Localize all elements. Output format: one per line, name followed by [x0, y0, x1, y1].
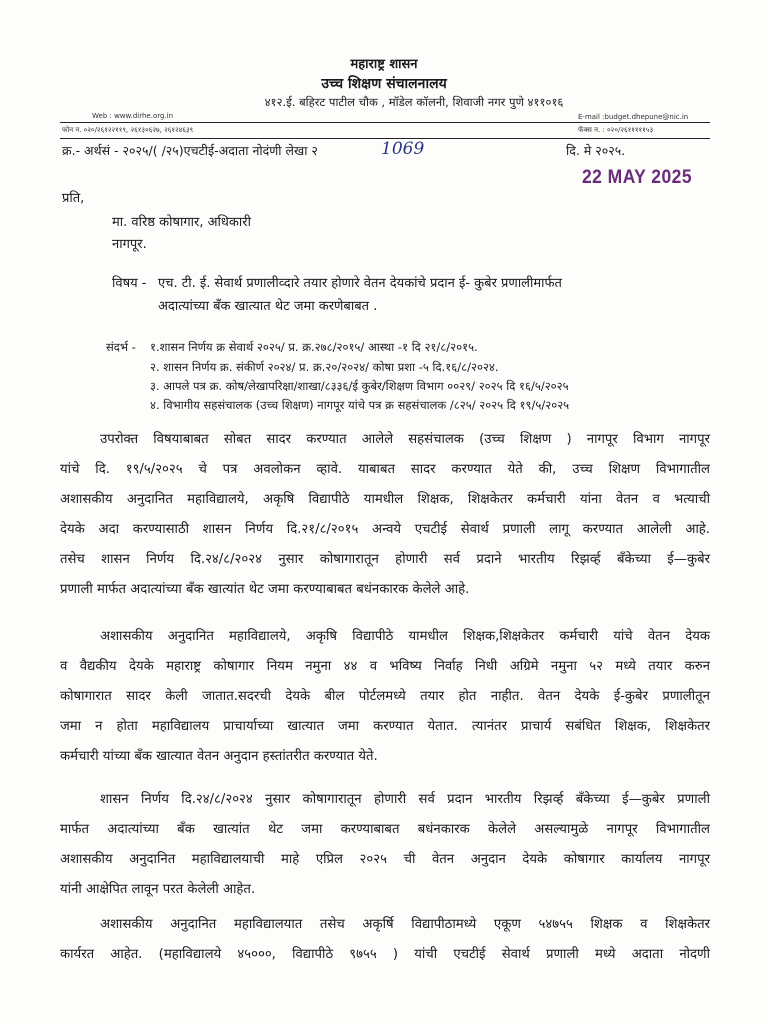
fax-number: फॅक्स न. : ०२०/२६१११११५३ [578, 126, 654, 134]
body-paragraph-1 [60, 425, 710, 605]
references-label: संदर्भ - [106, 340, 136, 354]
email-address: E-mail :budget.dhepune@nic.in [578, 113, 689, 121]
dept-title: उच्च शिक्षण संचालनालय [321, 76, 447, 92]
reference-item-3: ३. आपले पत्र क्र. कोष/लेखापरिक्षा/शाखा/८३३६/ई कुबेर/शिक्षण विभाग ००२९/ २०२५ दि १६/५/२०२५ [150, 379, 569, 393]
subject-line-2: अदात्यांच्या बँक खात्यात थेट जमा करणेबाबत . [158, 299, 378, 314]
recipient-city: नागपूर. [112, 237, 147, 252]
office-address: ४१२.ई. बहिरट पाटील चौक , मॉडेल कॉलनी, शिवाजी नगर पुणे ४११०१६ [264, 95, 564, 109]
phone-numbers: फोन न. ०२०/२६१२२११९, २६१३०६२७, २६१२४६३९ [62, 126, 194, 134]
subject-line-1: एच. टी. ई. सेवार्थ प्रणालीव्दारे तयार होणारे वेतन देयकांचे प्रदान ई- कुबेर प्रणालीमार्फत [158, 276, 562, 291]
date-stamp: 22 MAY 2025 [582, 167, 693, 188]
paragraph-line: देयके अदा करण्यासाठी शासन निर्णय दि.२१/८/२०१५ अन्वये एचटीई सेवार्थ प्रणाली लागू करण्यात आलेली आहे. [60, 522, 710, 537]
paragraph-line: तसेच शासन निर्णय दि.२४/८/२०२४ नुसार कोषागारातून होणारी सर्व प्रदाने भारतीय रिझर्व्ह बँकेच्या ई—कुबेर [60, 552, 710, 567]
reference-date: दि. मे २०२५. [566, 143, 626, 158]
prati-label: प्रति, [62, 191, 85, 206]
subject-label: विषय - [112, 276, 147, 291]
body-paragraph-4 [60, 910, 710, 970]
paragraph-line: यांनी आक्षेपित लावून परत केलेली आहेत. [60, 882, 256, 897]
reference-item-1: १.शासन निर्णय क्र सेवार्थ २०२५/ प्र. क्र.२७८/२०१५/ आस्था -१ दि २१/८/२०१५. [150, 340, 478, 354]
paragraph-line: जमा न होता महाविद्यालय प्राचार्याच्या खात्यात जमा करण्यात येतात. त्यानंतर प्राचार्य सबंधित शिक्षक, शिक्षकेतर [60, 719, 710, 734]
paragraph-line: अशासकीय अनुदानित महाविद्यालयात तसेच अकृर्षि विद्यापीठामध्ये एकूण ५४७५५ शिक्षक व शिक्षकेतर [100, 917, 710, 932]
body-paragraph-2 [60, 622, 710, 772]
reference-item-2: २. शासन निर्णय क्र. संकीर्ण २०२४/ प्र. क्र.२०/२०२४/ कोषा प्रशा -५ दि.१६/८/२०२४. [150, 360, 499, 374]
paragraph-line: प्रणाली मार्फत अदात्यांच्या बँक खात्यांत थेट जमा करण्याबाबत बधंनकारक केलेले आहे. [60, 582, 470, 597]
paragraph-line: उपरोक्त विषयाबाबत सोबत सादर करण्यात आलेले सहसंचालक (उच्च शिक्षण ) नागपूर विभाग नागपूर [100, 432, 710, 447]
paragraph-line: यांचे दि. १९/५/२०२५ चे पत्र अवलोकन व्हावे. याबाबत सादर करण्यात येते की, उच्च शिक्षण विभागातील [60, 462, 710, 477]
paragraph-line: अशासकीय अनुदानित महाविद्यालये, अकृषि विद्यापीठे यामधील शिक्षक,शिक्षकेतर कर्मचारी यांचे वेतन देयक [100, 629, 710, 644]
reference-item-4: ४. विभागीय सहसंचालक (उच्च शिक्षण) नागपूर यांचे पत्र क्र सहसंचालक /८२५/ २०२५ दि १९/५/२०२५ [150, 398, 570, 412]
govt-title: महाराष्ट्र शासन [350, 57, 418, 72]
handwritten-number: 1069 [381, 139, 425, 159]
web-address: Web : www.dirhe.org.in [92, 112, 174, 120]
paragraph-line: व वैद्यकीय देयके महाराष्ट्र कोषागार नियम नमुना ४४ व भविष्य निर्वाह निधी अग्रिमे नमुना ५२ मध्ये तयार करुन [60, 659, 710, 674]
header-rule-top [60, 122, 710, 123]
reference-number: क्र.- अर्थसं - २०२५/( /२५)एचटीई-अदाता नोदंणी लेखा २ [62, 143, 318, 158]
body-paragraph-3 [60, 785, 710, 905]
paragraph-line: शासन निर्णय दि.२४/८/२०२४ नुसार कोषागारातून होणारी सर्व प्रदान भारतीय रिझर्व्ह बँकेच्या ई—कुबेर प्रणाली [100, 792, 710, 807]
paragraph-line: अशासकीय अनुदानित महाविद्यालये, अकृषि विद्यापीठे यामधील शिक्षक, शिक्षकेतर कर्मचारी यांना वेतन व भत्याची [60, 492, 710, 507]
recipient-name: मा. वरिष्ठ कोषागार, अधिकारी [112, 215, 251, 230]
paragraph-line: कार्यरत आहेत. (महाविद्यालये ४५०००, विद्यापीठे ९७५५ ) यांची एचटीई सेवार्थ प्रणाली मध्ये अदाता नोदणी [60, 947, 710, 962]
paragraph-line: कोषागारात सादर केली जातात.सदरची देयके बील पोर्टलमध्ये तयार होत नाहीत. वेतन देयके ई-कुबेर प्रणालीतून [60, 689, 710, 704]
paragraph-line: कर्मचारी यांच्या बँक खात्यात वेतन अनुदान हस्तांतरीत करण्यात येते. [60, 749, 378, 764]
paragraph-line: मार्फत अदात्यांच्या बँक खात्यांत थेट जमा करण्याबाबत बधंनकारक केलेले असल्यामुळे नागपूर विभागातील [60, 822, 710, 837]
paragraph-line: अशासकीय अनुदानित महाविद्यालयाची माहे एप्रिल २०२५ ची वेतन अनुदान देयके कोषागार कार्यालय नागपूर [60, 852, 710, 867]
